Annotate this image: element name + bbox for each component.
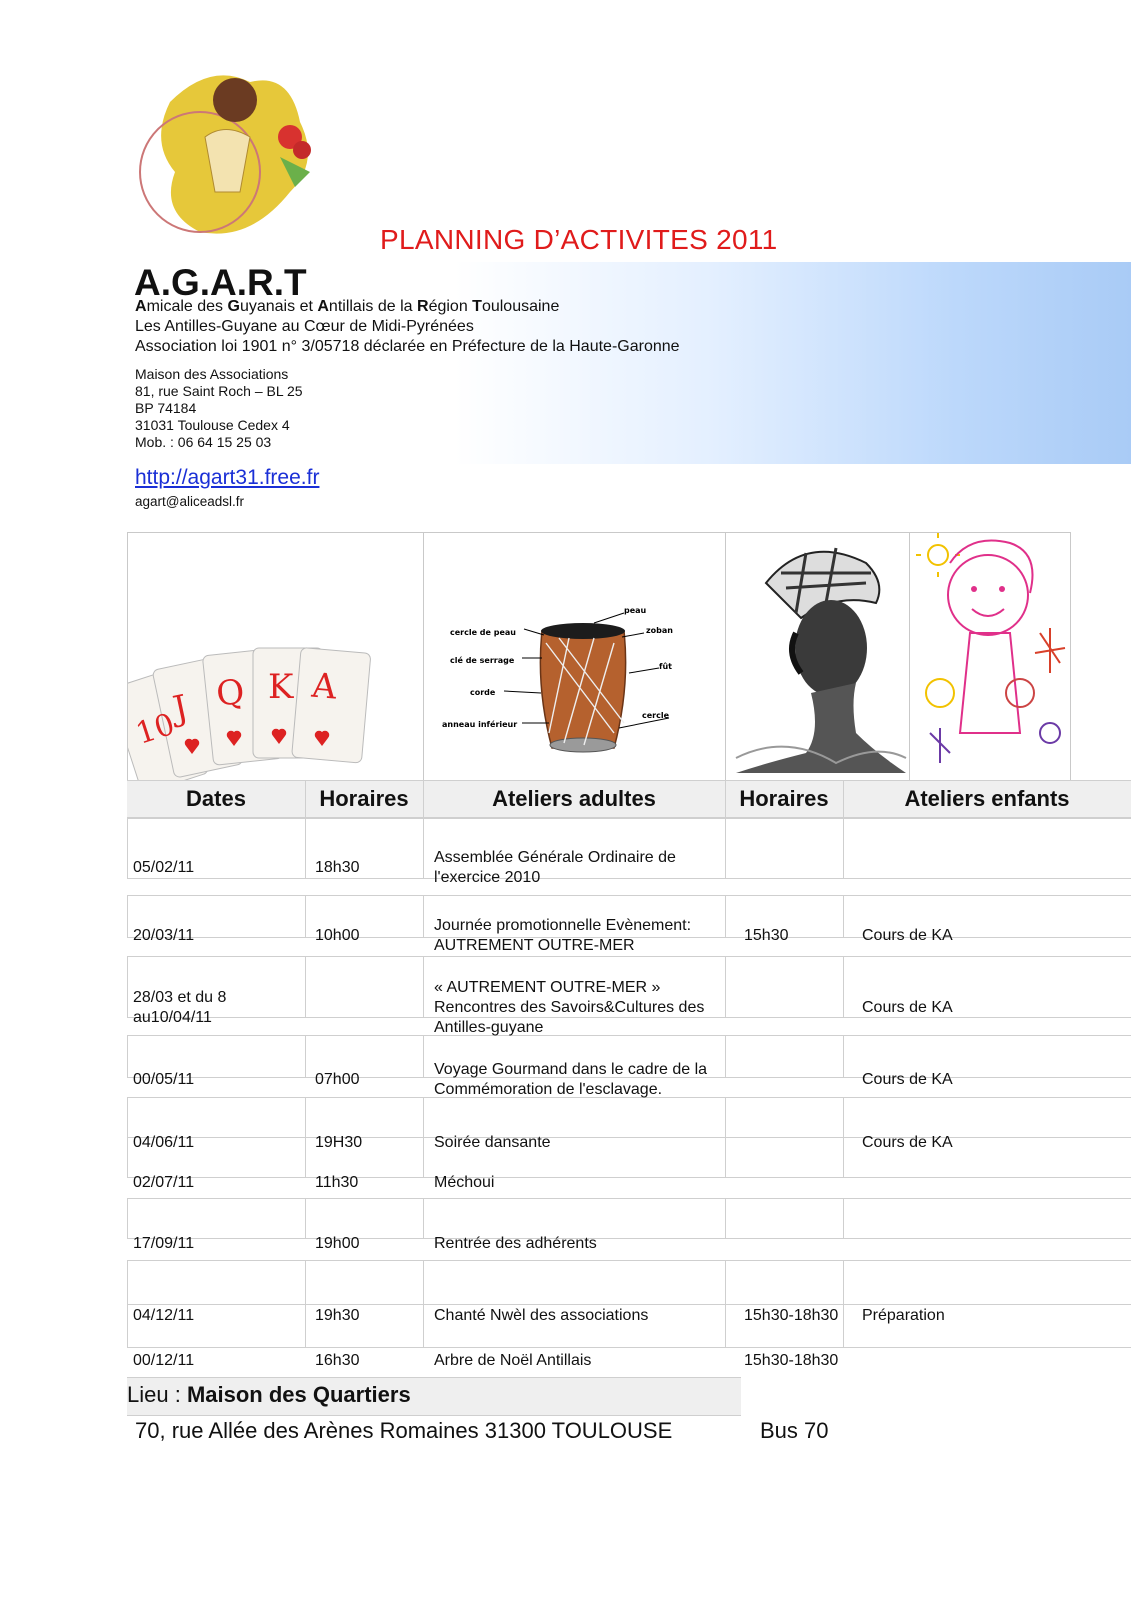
- org-tagline: Les Antilles-Guyane au Cœur de Midi-Pyrénées: [135, 318, 474, 335]
- bus-line: Bus 70: [760, 1418, 829, 1443]
- row-adult-activity: AUTREMENT OUTRE-MER: [434, 937, 635, 954]
- drum-label: fût: [659, 662, 672, 671]
- address-line: 81, rue Saint Roch – BL 25: [135, 383, 303, 399]
- card-label: A: [310, 665, 339, 708]
- row-kid-time: 15h30-18h30: [744, 1307, 839, 1324]
- row-date: 00/12/11: [133, 1352, 195, 1369]
- row-time: 19h00: [315, 1235, 360, 1252]
- row-date: 04/12/11: [133, 1307, 195, 1324]
- drum-label: corde: [470, 688, 496, 697]
- email-address: agart@aliceadsl.fr: [135, 494, 245, 509]
- row-adult-activity: Arbre de Noël Antillais: [434, 1352, 592, 1369]
- venue-address: 70, rue Allée des Arènes Romaines 31300 TOULOUSE: [135, 1418, 673, 1443]
- row-date: 00/05/11: [133, 1071, 195, 1088]
- row-adult-activity: « AUTREMENT OUTRE-MER »: [434, 979, 661, 996]
- column-header-adult-workshops: Ateliers adultes: [492, 786, 656, 811]
- row-time: 16h30: [315, 1352, 360, 1369]
- row-adult-activity: l'exercice 2010: [434, 869, 541, 886]
- page-title: PLANNING D’ACTIVITES 2011: [380, 224, 778, 255]
- drum-label: peau: [624, 606, 647, 615]
- row-date: 05/02/11: [133, 859, 195, 876]
- row-adult-activity: Rencontres des Savoirs&Cultures des: [434, 999, 705, 1016]
- row-adult-activity: Journée promotionnelle Evènement:: [434, 917, 692, 934]
- column-header-kid-time: Horaires: [739, 786, 829, 811]
- address-line: Maison des Associations: [135, 366, 289, 382]
- child-drawing-image: [909, 532, 1071, 782]
- card-label: Q: [214, 671, 247, 715]
- row-adult-activity: Méchoui: [434, 1174, 495, 1191]
- row-time: 19H30: [315, 1134, 363, 1151]
- row-date: 04/06/11: [133, 1134, 195, 1151]
- row-kid-activity: Cours de KA: [862, 927, 953, 944]
- address-line: 31031 Toulouse Cedex 4: [135, 417, 290, 433]
- column-header-time: Horaires: [319, 786, 409, 811]
- row-time: 10h00: [315, 927, 360, 944]
- venue-label: [127, 1382, 411, 1408]
- row-time: 19h30: [315, 1307, 360, 1324]
- website-link[interactable]: http://agart31.free.fr: [135, 466, 320, 489]
- row-kid-activity: Préparation: [862, 1307, 945, 1324]
- row-date: 28/03 et du 8: [133, 989, 227, 1006]
- drum-diagram-image: [423, 532, 727, 782]
- row-date: au10/04/11: [133, 1009, 212, 1026]
- association-logo: [130, 62, 330, 252]
- row-kid-time: 15h30: [744, 927, 789, 944]
- row-adult-activity: Assemblée Générale Ordinaire de: [434, 849, 676, 866]
- org-fullname: Amicale des Guyanais et Antillais de la Région Toulousaine: [135, 298, 560, 315]
- address-line: BP 74184: [135, 400, 197, 416]
- org-acronym: A.G.A.R.T: [134, 262, 307, 303]
- row-date: 02/07/11: [133, 1174, 195, 1191]
- drum-label: clé de serrage: [450, 656, 515, 665]
- row-kid-time: 15h30-18h30: [744, 1352, 839, 1369]
- row-adult-activity: Rentrée des adhérents: [434, 1235, 597, 1252]
- row-adult-activity: Antilles-guyane: [434, 1019, 544, 1036]
- row-kid-activity: Cours de KA: [862, 1071, 953, 1088]
- card-label: J: [169, 687, 192, 730]
- row-kid-activity: Cours de KA: [862, 999, 953, 1016]
- row-date: 17/09/11: [133, 1235, 195, 1252]
- row-date: 20/03/11: [133, 927, 195, 944]
- org-legal: Association loi 1901 n° 3/05718 déclarée en Préfecture de la Haute-Garonne: [135, 338, 680, 355]
- row-adult-activity: Voyage Gourmand dans le cadre de la: [434, 1061, 708, 1078]
- venue-prefix: Lieu :: [127, 1382, 187, 1407]
- column-header-kid-workshops: Ateliers enfants: [904, 786, 1070, 811]
- table-header: [127, 780, 1131, 818]
- row-adult-activity: Soirée dansante: [434, 1134, 551, 1151]
- venue-name: Maison des Quartiers: [186, 1382, 411, 1407]
- drum-label: zoban: [646, 626, 673, 635]
- row-time: 07h00: [315, 1071, 360, 1088]
- card-label: 10: [131, 706, 179, 752]
- row-adult-activity: Chanté Nwèl des associations: [434, 1307, 649, 1324]
- card-label: K: [268, 667, 294, 707]
- row-adult-activity: Commémoration de l'esclavage.: [434, 1081, 663, 1098]
- column-header-dates: Dates: [186, 786, 246, 811]
- woman-portrait-image: [725, 532, 911, 782]
- address-line: Mob. : 06 64 15 25 03: [135, 434, 272, 450]
- drum-label: cercle: [642, 711, 670, 720]
- row-time: 11h30: [315, 1174, 359, 1191]
- row-time: 18h30: [315, 859, 360, 876]
- playing-cards-image: [127, 532, 425, 782]
- drum-label: anneau inférieur: [442, 720, 518, 729]
- drum-label: cercle de peau: [450, 628, 516, 637]
- row-kid-activity: Cours de KA: [862, 1134, 953, 1151]
